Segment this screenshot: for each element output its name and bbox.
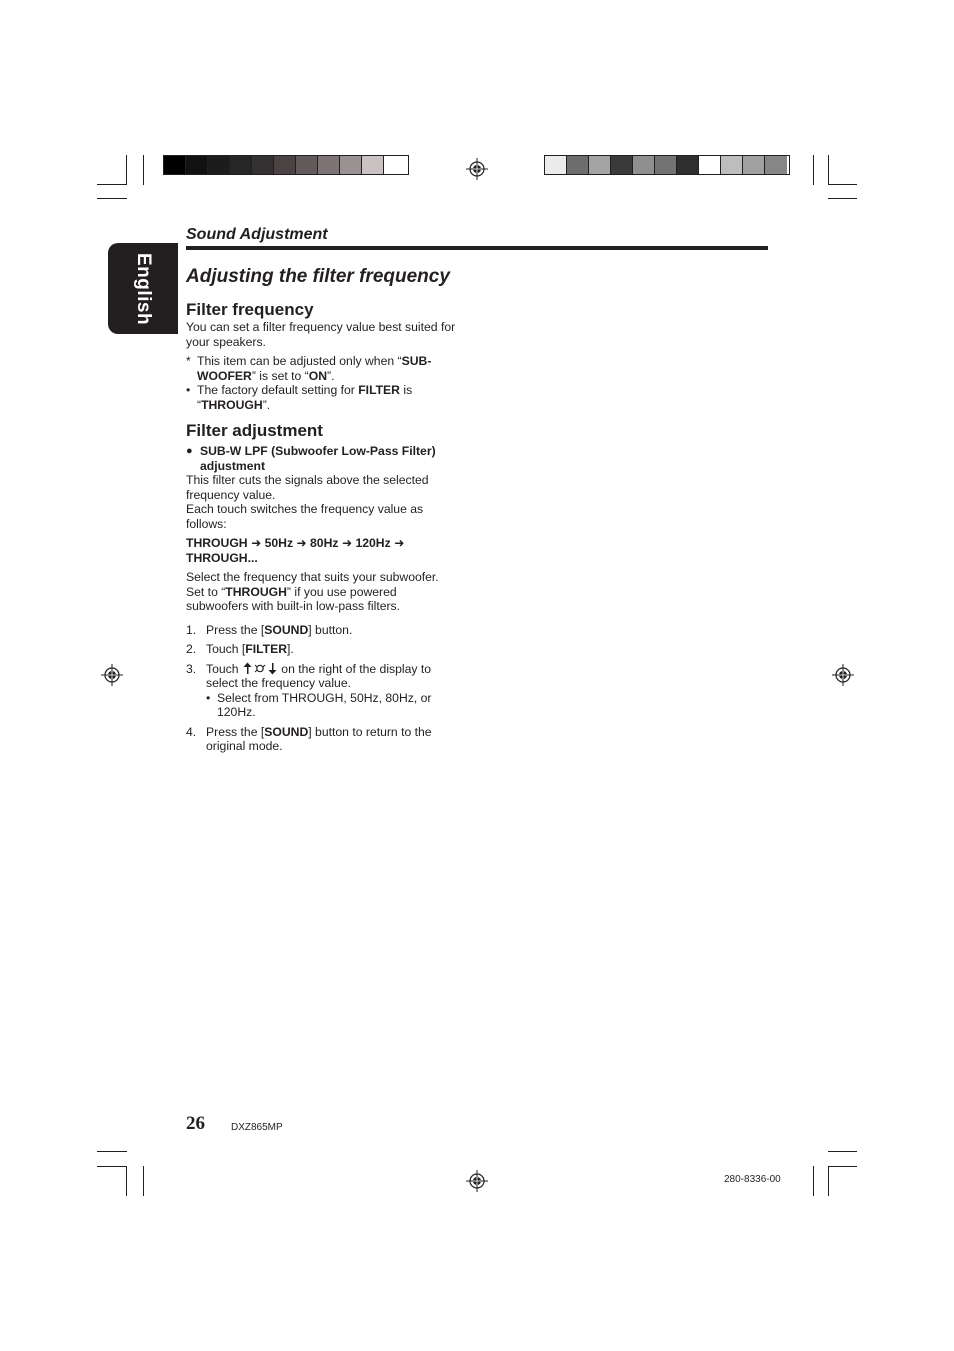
color-swatch	[721, 156, 743, 174]
page-heading: Adjusting the filter frequency	[186, 266, 450, 287]
color-swatch	[743, 156, 765, 174]
color-swatch	[589, 156, 611, 174]
note-marker: *	[186, 354, 191, 368]
registration-mark-top-icon	[466, 158, 488, 180]
color-swatch	[362, 156, 384, 174]
color-swatch	[340, 156, 362, 174]
color-swatch	[208, 156, 230, 174]
step-item: 3. Touch on the right of the display to select the frequency value. • Select from THROUGH, 50Hz, 80Hz, or 120Hz.	[186, 662, 458, 720]
color-swatch	[677, 156, 699, 174]
color-swatch	[230, 156, 252, 174]
filter-frequency-section	[186, 300, 458, 412]
color-swatch	[318, 156, 340, 174]
select-text-1: Select the frequency that suits your subwoofer.	[186, 570, 439, 584]
color-strip-right	[544, 155, 790, 175]
filter-frequency-heading: Filter frequency	[186, 300, 314, 319]
page-number: 26	[186, 1113, 205, 1134]
filter-frequency-intro: You can set a filter frequency value best suited for your speakers.	[186, 320, 456, 349]
filter-desc-1: This filter cuts the signals above the selected frequency value.	[186, 473, 429, 502]
registration-mark-left-icon	[101, 664, 123, 686]
color-swatch	[699, 156, 721, 174]
language-tab-label: English	[133, 252, 154, 325]
step-item: 1. Press the [SOUND] button.	[186, 622, 353, 637]
color-swatch	[633, 156, 655, 174]
registration-mark-bottom-icon	[466, 1170, 488, 1192]
color-swatch	[252, 156, 274, 174]
note-item: * This item can be adjusted only when “SUB-WOOFER” is set to “ON”.	[186, 354, 432, 383]
color-swatch	[274, 156, 296, 174]
step-sub-item: • Select from THROUGH, 50Hz, 80Hz, or 120Hz.	[206, 690, 432, 719]
up-dial-down-icon	[242, 662, 278, 675]
filter-adjustment-section	[186, 421, 458, 754]
color-swatch	[655, 156, 677, 174]
color-swatch	[296, 156, 318, 174]
color-strip-left	[163, 155, 409, 175]
note-marker: •	[186, 383, 191, 397]
color-swatch	[765, 156, 787, 174]
language-tab	[108, 243, 178, 334]
filter-desc-2: Each touch switches the frequency value as follows:	[186, 502, 424, 531]
color-swatch	[611, 156, 633, 174]
section-title: Sound Adjustment	[186, 226, 328, 243]
header-rule	[186, 246, 768, 250]
color-swatch	[567, 156, 589, 174]
select-text-2: Set to “THROUGH” if you use powered subwoofers with built-in low-pass filters.	[186, 584, 401, 613]
steps-list	[186, 623, 458, 754]
filter-adjustment-heading: Filter adjustment	[186, 421, 323, 440]
step-item: 2. Touch [FILTER].	[186, 642, 294, 656]
document-code: 280-8336-00	[724, 1174, 781, 1185]
color-swatch	[545, 156, 567, 174]
sub-w-lpf-heading: ● SUB-W LPF (Subwoofer Low-Pass Filter) adjustment	[186, 444, 436, 473]
step-item: 4. Press the [SOUND] button to return to the original mode.	[186, 724, 432, 753]
model-name: DXZ865MP	[231, 1122, 283, 1133]
note-item: • The factory default setting for FILTER is “THROUGH”.	[186, 383, 413, 412]
color-swatch	[384, 156, 406, 174]
color-swatch	[186, 156, 208, 174]
registration-mark-right-icon	[832, 664, 854, 686]
color-swatch	[164, 156, 186, 174]
bullet-circle-icon: ●	[186, 445, 193, 457]
frequency-sequence: THROUGH ➜ 50Hz ➜ 80Hz ➜ 120Hz ➜ THROUGH...	[186, 536, 405, 565]
